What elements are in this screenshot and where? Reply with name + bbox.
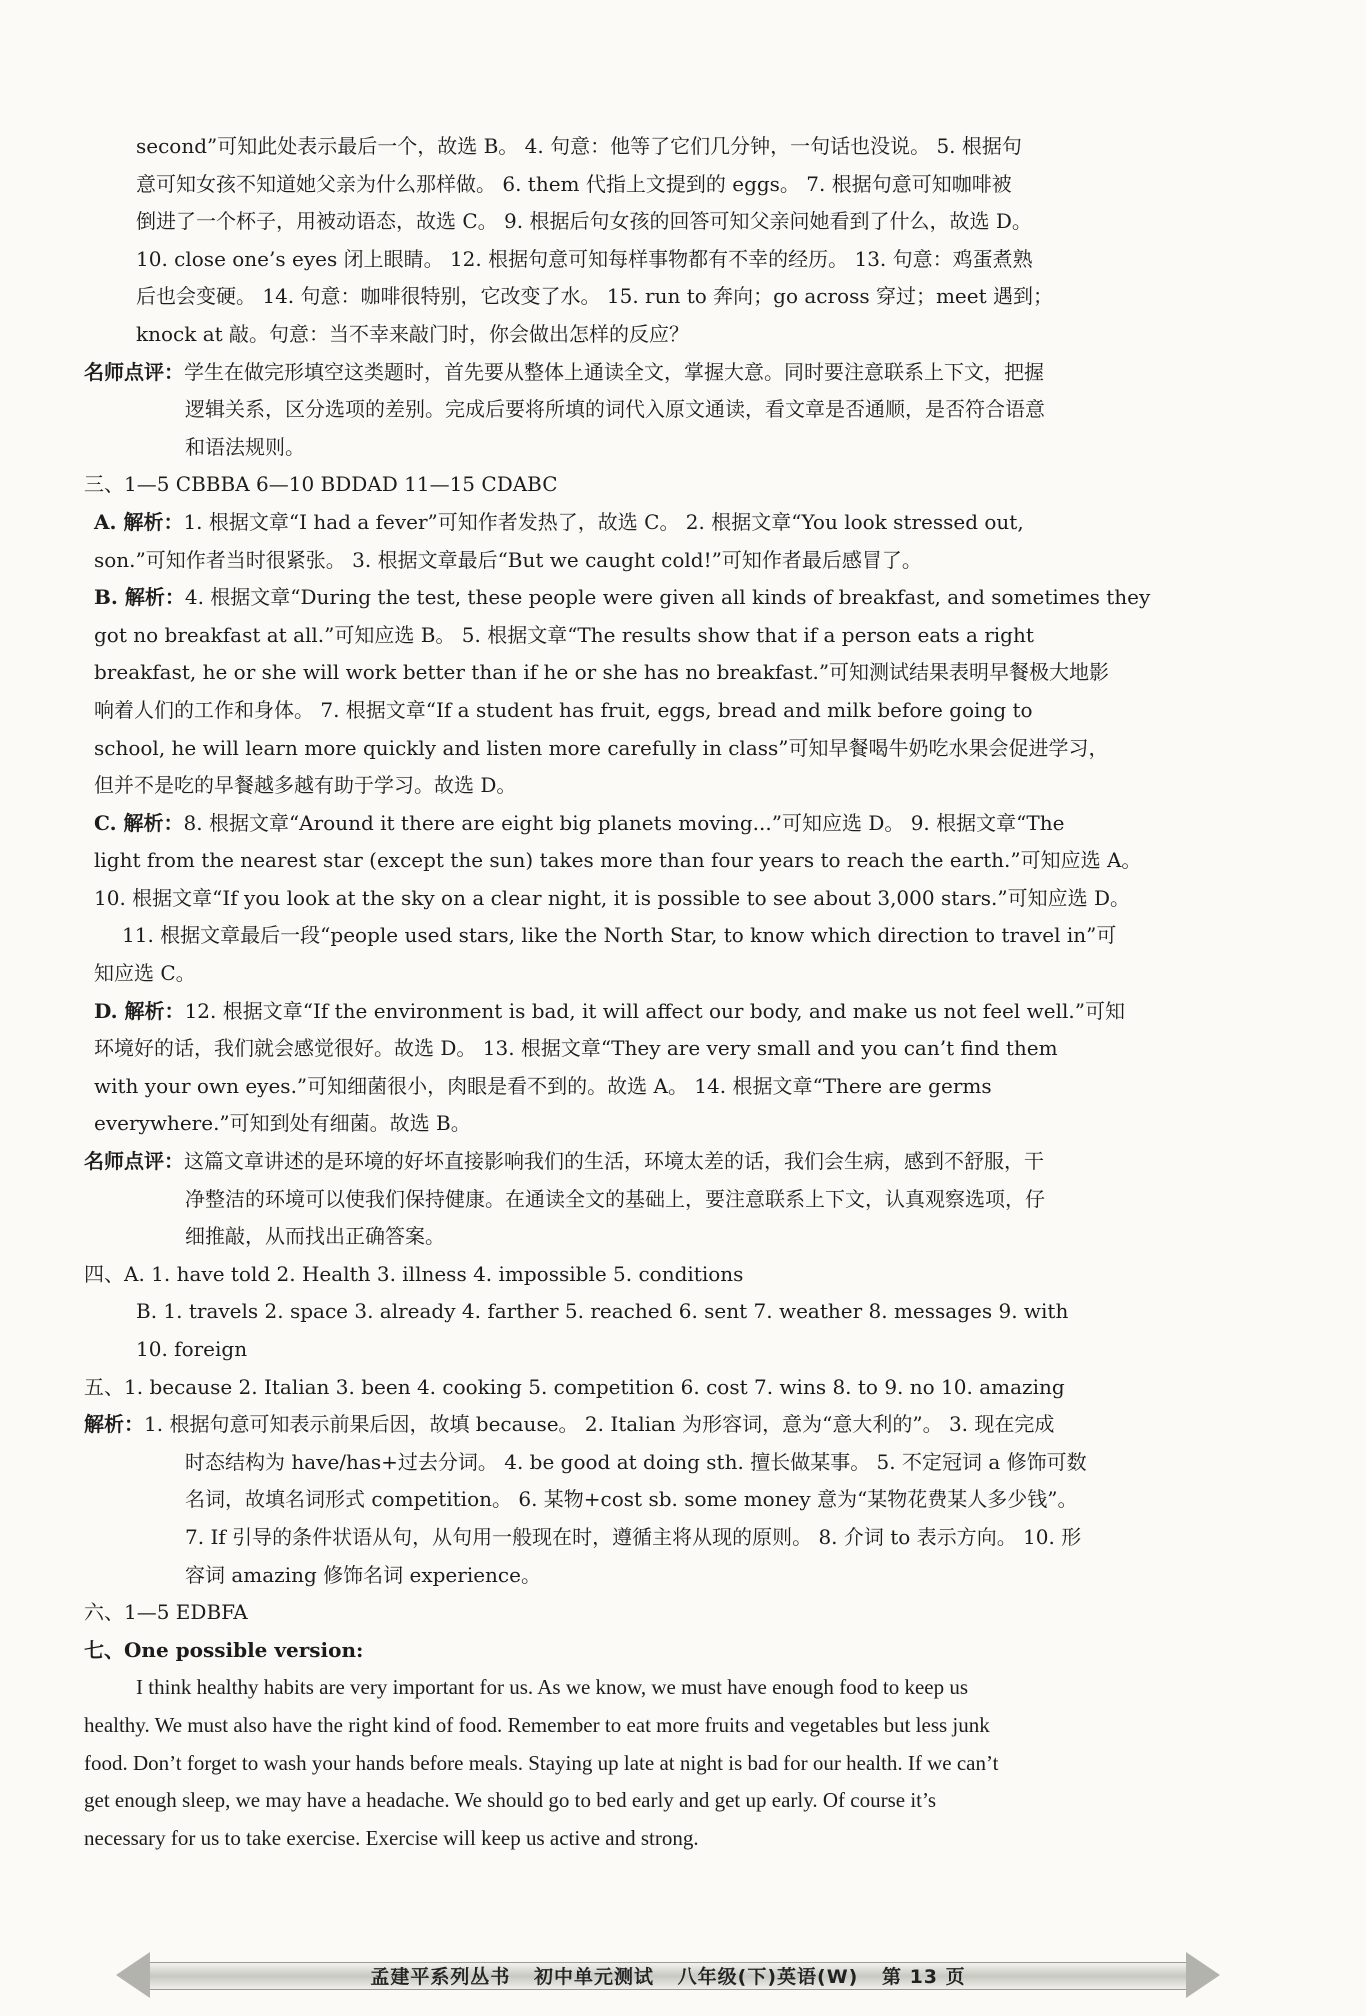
text-line xyxy=(84,880,1264,918)
line-text: 逻辑关系，区分选项的差别。完成后要将所填的词代入原文通读，看文章是否通顺，是否符合语意 xyxy=(185,397,1045,422)
text-line xyxy=(84,542,1264,580)
text-line xyxy=(84,767,1264,805)
essay-line: get enough sleep, we may have a headache. We should go to bed early and get up early. Of course it’s xyxy=(84,1788,937,1813)
line-text: second”可知此处表示最后一个，故选 B。 4. 句意：他等了它们几分钟，一句话也没说。 5. 根据句 xyxy=(136,134,1022,158)
text-line xyxy=(84,692,1264,730)
text-line xyxy=(84,128,1264,166)
section-label: 解析： xyxy=(84,1412,144,1437)
text-line xyxy=(84,579,1264,617)
text-line xyxy=(84,1519,1264,1557)
text-line xyxy=(84,617,1264,655)
text-line xyxy=(84,1632,1264,1670)
line-text: 11. 根据文章最后一段“people used stars, like the North Star, to know which direction to travel in”可 xyxy=(122,923,1117,948)
essay-line: food. Don’t forget to wash your hands before meals. Staying up late at night is bad for our health. If we can’t xyxy=(84,1750,999,1775)
text-line xyxy=(84,1218,1264,1256)
line-text: breakfast, he or she will work better than if he or she has no breakfast.”可知测试结果表明早餐极大地影 xyxy=(94,660,1110,685)
text-line xyxy=(84,842,1264,880)
text-line xyxy=(84,316,1264,354)
section-label: A. 解析： xyxy=(94,509,184,534)
line-text: 环境好的话，我们就会感觉很好。故选 D。 13. 根据文章“They are very small and you can’t find them xyxy=(94,1036,1058,1061)
text-line xyxy=(84,1256,1264,1294)
line-text: 知应选 C。 xyxy=(94,961,196,986)
text-line xyxy=(84,1331,1264,1369)
line-text: 后也会变硬。 14. 句意：咖啡很特别，它改变了水。 15. run to 奔向；go across 穿过；meet 遇到； xyxy=(136,284,1054,309)
line-text: 净整洁的环境可以使我们保持健康。在通读全文的基础上，要注意联系上下文，认真观察选项，仔 xyxy=(185,1186,1045,1211)
line-text: 六、1—5 EDBFA xyxy=(84,1600,248,1625)
line-text: school, he will learn more quickly and listen more carefully in class”可知早餐喝牛奶吃水果会促进学习， xyxy=(94,735,1109,760)
text-line xyxy=(84,504,1264,542)
line-text: 这篇文章讲述的是环境的好坏直接影响我们的生活，环境太差的话，我们会生病，感到不舒服，干 xyxy=(184,1149,1044,1174)
line-text: B. 1. travels 2. space 3. already 4. farther 5. reached 6. sent 7. weather 8. messages 9. with xyxy=(136,1299,1069,1324)
text-line xyxy=(84,1594,1264,1632)
line-text: 1. 根据句意可知表示前果后因，故填 because。 2. Italian 为形容词，意为“意大利的”。 3. 现在完成 xyxy=(144,1412,1055,1437)
essay-line: necessary for us to take exercise. Exercise will keep us active and strong. xyxy=(84,1825,699,1850)
line-text: 4. 根据文章“During the test, these people were given all kinds of breakfast, and sometimes they xyxy=(184,585,1151,610)
section-label: 七、One possible version: xyxy=(84,1637,364,1662)
essay-line: healthy. We must also have the right kind of food. Remember to eat more fruits and vegetables but less junk xyxy=(84,1712,990,1737)
line-text: with your own eyes.”可知细菌很小，肉眼是看不到的。故选 A。 14. 根据文章“There are germs xyxy=(94,1073,992,1098)
line-text: 容词 amazing 修饰名词 experience。 xyxy=(185,1562,541,1587)
text-line xyxy=(84,1293,1264,1331)
line-text: 四、A. 1. have told 2. Health 3. illness 4. impossible 5. conditions xyxy=(84,1261,744,1286)
line-text: 意可知女孩不知道她父亲为什么那样做。 6. them 代指上文提到的 eggs。 7. 根据句意可知咖啡被 xyxy=(136,171,1012,196)
line-text: 和语法规则。 xyxy=(185,434,305,459)
text-line xyxy=(84,1105,1264,1143)
line-text: 倒进了一个杯子，用被动语态，故选 C。 9. 根据后句女孩的回答可知父亲问她看到了什么，故选 D。 xyxy=(136,209,1032,234)
line-text: 8. 根据文章“Around it there are eight big planets moving...”可知应选 D。 9. 根据文章“The xyxy=(183,810,1065,835)
line-text: 时态结构为 have/has+过去分词。 4. be good at doing sth. 擅长做某事。 5. 不定冠词 a 修饰可数 xyxy=(185,1449,1087,1474)
line-text: 三、1—5 CBBBA 6—10 BDDAD 11—15 CDABC xyxy=(84,472,558,497)
page-footer xyxy=(150,1952,1186,1998)
footer-page-number: 第 13 页 xyxy=(881,1965,966,1988)
text-line xyxy=(84,241,1264,279)
answer-content xyxy=(84,128,1264,1857)
text-line xyxy=(84,993,1264,1031)
section-label: B. 解析： xyxy=(94,585,185,610)
line-text: 10. 根据文章“If you look at the sky on a clear night, it is possible to see about 3,000 stars.”可知应选 D。 xyxy=(94,885,1130,910)
text-line xyxy=(84,278,1264,316)
text-line xyxy=(84,805,1264,843)
text-line xyxy=(84,429,1264,467)
line-text: 10. foreign xyxy=(136,1337,248,1361)
line-text: 五、1. because 2. Italian 3. been 4. cooking 5. competition 6. cost 7. wins 8. to 9. no 10. amazing xyxy=(84,1374,1065,1399)
text-line xyxy=(84,1481,1264,1519)
line-text: light from the nearest star (except the sun) takes more than four years to reach the earth.”可知应选 A。 xyxy=(94,848,1142,873)
text-line xyxy=(84,354,1264,392)
line-text: son.”可知作者当时很紧张。 3. 根据文章最后“But we caught cold!”可知作者最后感冒了。 xyxy=(94,547,922,572)
line-text: knock at 敲。句意：当不幸来敲门时，你会做出怎样的反应？ xyxy=(136,321,690,346)
section-label: 名师点评： xyxy=(84,1149,184,1174)
line-text: 12. 根据文章“If the environment is bad, it will affect our body, and make us not feel well.”可知 xyxy=(184,998,1125,1023)
line-text: 7. If 引导的条件状语从句，从句用一般现在时，遵循主将从现的原则。 8. 介词 to 表示方向。 10. 形 xyxy=(185,1524,1082,1549)
line-text: 1. 根据文章“I had a fever”可知作者发热了，故选 C。 2. 根据文章“You look stressed out, xyxy=(183,509,1024,534)
text-line xyxy=(84,1406,1264,1444)
text-line xyxy=(84,1444,1264,1482)
footer-series: 孟建平系列丛书 xyxy=(370,1965,511,1988)
footer-right-arrow-icon xyxy=(1186,1952,1220,1998)
line-text: 名词，故填名词形式 competition。 6. 某物+cost sb. some money 意为“某物花费某人多少钱”。 xyxy=(185,1487,1078,1512)
footer-book: 初中单元测试 xyxy=(534,1965,655,1988)
text-line xyxy=(84,391,1264,429)
line-text: 响着人们的工作和身体。 7. 根据文章“If a student has fruit, eggs, bread and milk before going to xyxy=(94,697,1033,722)
text-line xyxy=(84,1068,1264,1106)
essay-line: I think healthy habits are very important for us. As we know, we must have enough food to keep us xyxy=(136,1675,969,1700)
text-line xyxy=(84,730,1264,768)
line-text: 学生在做完形填空这类题时，首先要从整体上通读全文，掌握大意。同时要注意联系上下文，把握 xyxy=(184,359,1044,384)
line-text: 细推敲，从而找出正确答案。 xyxy=(185,1224,445,1249)
text-line xyxy=(84,1557,1264,1595)
text-line xyxy=(84,1143,1264,1181)
text-line xyxy=(84,466,1264,504)
text-line xyxy=(84,917,1264,955)
text-line xyxy=(84,1030,1264,1068)
section-label: C. 解析： xyxy=(94,810,184,835)
line-text: 但并不是吃的早餐越多越有助于学习。故选 D。 xyxy=(94,773,517,798)
text-line xyxy=(84,203,1264,241)
line-text: everywhere.”可知到处有细菌。故选 B。 xyxy=(94,1111,471,1136)
line-text: 10. close one’s eyes 闭上眼睛。 12. 根据句意可知每样事物都有不幸的经历。 13. 句意：鸡蛋煮熟 xyxy=(136,246,1033,271)
text-line xyxy=(84,1369,1264,1407)
footer-left-arrow-icon xyxy=(116,1952,150,1998)
line-text: got no breakfast at all.”可知应选 B。 5. 根据文章“The results show that if a person eats a right xyxy=(94,622,1034,647)
footer-grade: 八年级(下)英语(W) xyxy=(677,1965,859,1988)
text-line xyxy=(84,654,1264,692)
section-label: 名师点评： xyxy=(84,359,184,384)
section-label: D. 解析： xyxy=(94,998,185,1023)
text-line xyxy=(84,166,1264,204)
footer-text xyxy=(362,1962,973,1989)
text-line xyxy=(84,1181,1264,1219)
text-line xyxy=(84,955,1264,993)
